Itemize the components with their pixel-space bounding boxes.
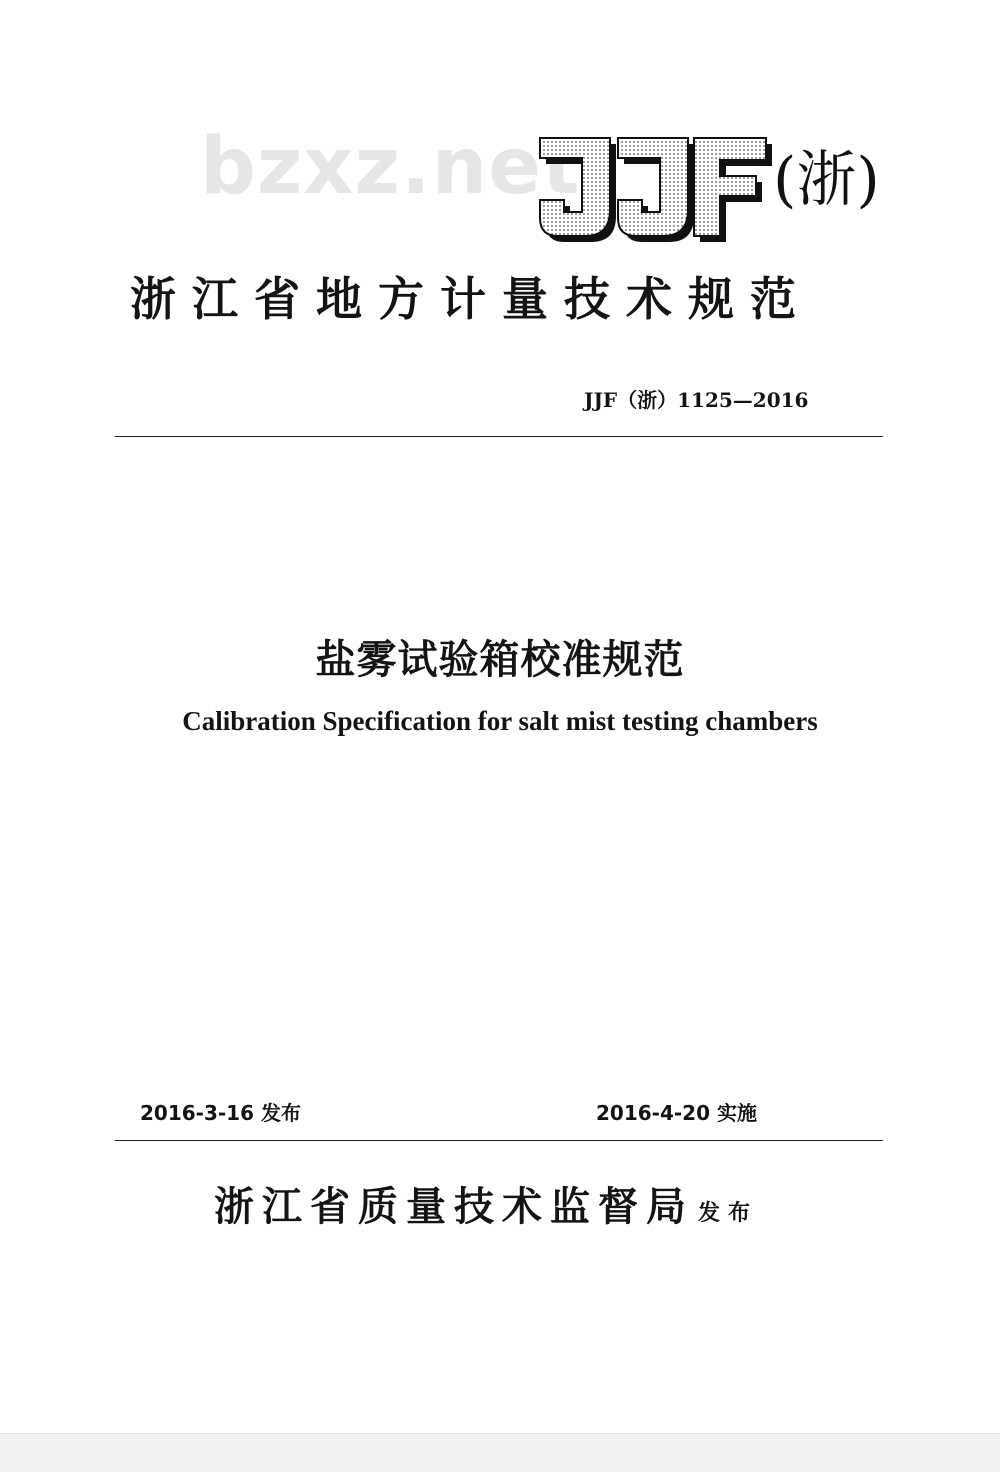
publisher-action: 发布 bbox=[698, 1201, 759, 1226]
watermark-text: bzxz.net bbox=[200, 122, 581, 212]
top-divider bbox=[115, 436, 883, 437]
jjf-logo-graphic bbox=[530, 128, 775, 246]
jjf-logo bbox=[530, 128, 775, 246]
page-bottom-strip bbox=[0, 1433, 1000, 1472]
publisher bbox=[214, 1175, 758, 1232]
issue-date: 2016-3-16 发布 bbox=[140, 1101, 301, 1125]
document-title-english: Calibration Specification for salt mist testing chambers bbox=[182, 706, 818, 736]
bottom-divider bbox=[115, 1140, 883, 1141]
publisher-name: 浙江省质量技术监督局 bbox=[214, 1184, 694, 1230]
logo-province-suffix: (浙) bbox=[773, 145, 880, 215]
document-number: JJF（浙）1125—2016 bbox=[584, 388, 809, 412]
document-title-chinese: 盐雾试验箱校准规范 bbox=[315, 637, 685, 683]
effective-date: 2016-4-20 实施 bbox=[596, 1101, 757, 1125]
series-title: 浙江省地方计量技术规范 bbox=[130, 272, 812, 326]
